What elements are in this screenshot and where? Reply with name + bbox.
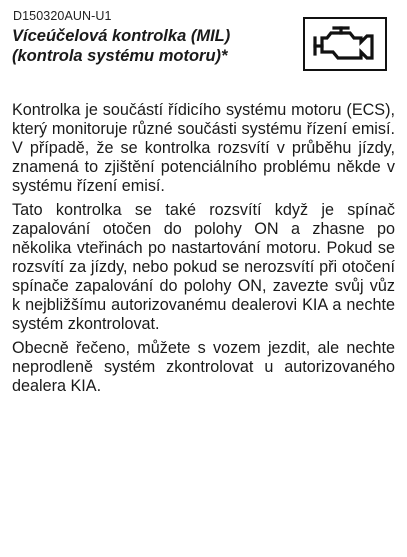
section-title-line-1: Víceúčelová kontrolka (MIL) <box>12 27 231 45</box>
body-text <box>12 101 395 396</box>
paragraph-2: Tato kontrolka se také rozsvítí když je spínač zapalování otočen do polohy ON a zhasne po několika vteřinách po nastartování motoru. Pokud se rozsvítí za jízdy, nebo pokud se nerozsvítí při otočení spínače zapalování do polohy ON, zavezte svůj vůz k nejbližšímu autorizovanému dealerovi KIA a nechte systém zkontrolovat. <box>12 201 395 333</box>
engine-outline-icon <box>310 24 380 64</box>
check-engine-icon <box>303 17 387 71</box>
paragraph-1: Kontrolka je součástí řídicího systému motoru (ECS), který monitoruje různé součásti systému řízení emisí. V případě, že se kontrolka rozsvítí v průběhu jízdy, znamená to zjištění potenciálního problému někde v systému řízení emisí. <box>12 101 395 195</box>
section-title <box>12 27 282 66</box>
document-code: D150320AUN-U1 <box>13 9 112 23</box>
section-header <box>12 27 395 71</box>
section-title-line-2: (kontrola systému motoru)* <box>12 46 228 65</box>
manual-page <box>12 8 395 401</box>
paragraph-3: Obecně řečeno, můžete s vozem jezdit, ale nechte neprodleně systém zkontrolovat u autorizovaného dealera KIA. <box>12 339 395 395</box>
